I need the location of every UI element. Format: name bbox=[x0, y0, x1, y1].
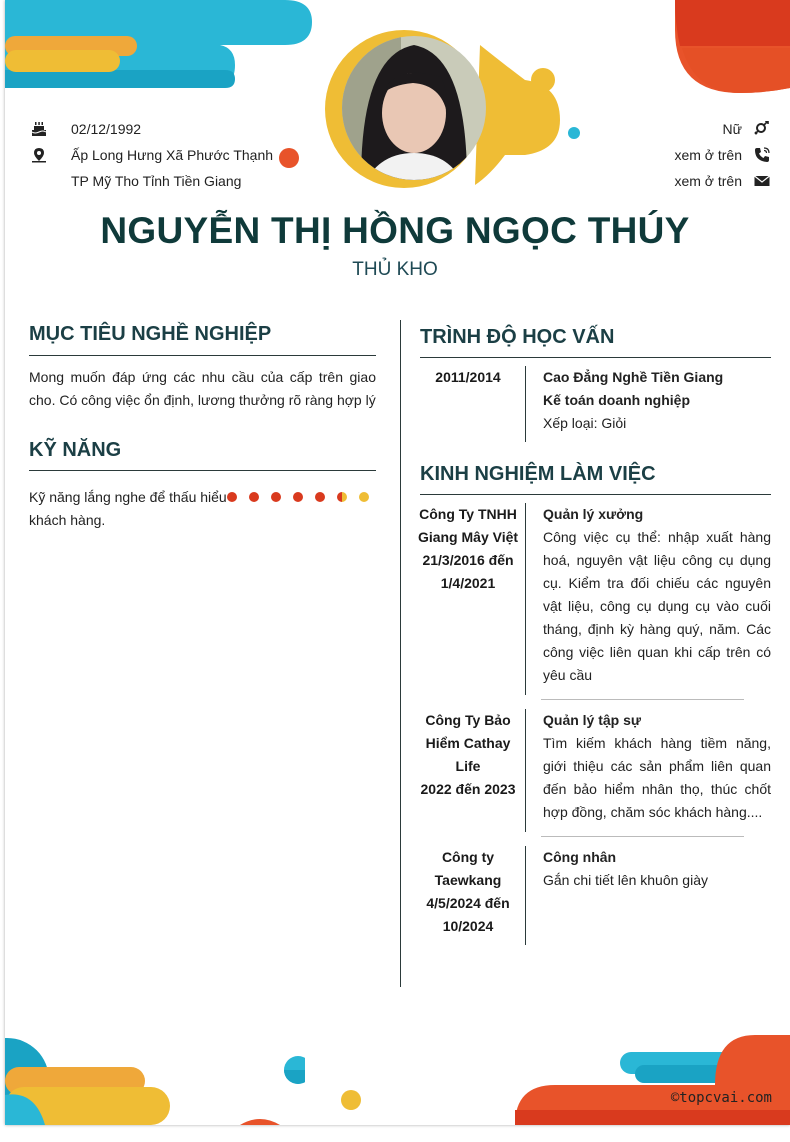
experience-entry-1 bbox=[543, 503, 771, 687]
email-row bbox=[570, 171, 770, 191]
exp3-period-line1: 4/5/2024 đến bbox=[426, 895, 510, 911]
exp1-period-line1: 21/3/2016 đến bbox=[422, 552, 514, 568]
skill-rating-dot bbox=[227, 492, 237, 502]
address-line-1: Ấp Long Hưng Xã Phước Thạnh bbox=[71, 147, 274, 163]
birthday-text: 02/12/1992 bbox=[71, 121, 142, 137]
exp1-desc: Công việc cụ thể: nhập xuất hàng hoá, nguyên vật liệu công cụ dụng cụ. Kiểm tra đối chiếu các nguyên vật liệu, công cụ dụng cụ vào cuối tháng, định kỳ hàng quý, năm. Các công việc liên quan khi cấp trên có yêu cầu bbox=[543, 529, 771, 683]
skill-rating-dot bbox=[293, 492, 303, 502]
exp2-company-line1: Công Ty Bảo bbox=[425, 712, 511, 728]
decor-bottom-left bbox=[5, 1035, 305, 1125]
skill-rating-dot bbox=[271, 492, 281, 502]
exp3-company-line1: Công ty bbox=[441, 849, 495, 865]
exp3-period-line2: 10/2024 bbox=[442, 918, 494, 934]
birthday-cake-icon bbox=[31, 121, 47, 137]
experience-entry-3-left bbox=[413, 846, 523, 938]
objective-heading: MỤC TIÊU NGHỀ NGHIỆP bbox=[29, 323, 272, 345]
phone-text: xem ở trên bbox=[674, 147, 742, 163]
education-major: Kế toán doanh nghiệp bbox=[543, 392, 690, 408]
experience-entry-2 bbox=[543, 709, 771, 824]
education-divider bbox=[420, 357, 771, 358]
address-row-2 bbox=[31, 171, 311, 191]
skill-rating-dot bbox=[337, 492, 347, 502]
exp1-period-line2: 1/4/2021 bbox=[440, 575, 496, 591]
address-line-2: TP Mỹ Tho Tỉnh Tiền Giang bbox=[71, 173, 242, 189]
experience-entry-1-left bbox=[413, 503, 523, 595]
small-yellow-dot bbox=[341, 1090, 361, 1110]
education-school: Cao Đẳng Nghề Tiền Giang bbox=[543, 369, 724, 385]
skills-divider bbox=[29, 470, 376, 471]
exp1-company-line1: Công Ty TNHH bbox=[419, 506, 517, 522]
exp3-role: Công nhân bbox=[543, 849, 617, 865]
decor-top-right bbox=[670, 0, 790, 95]
education-grade: Xếp loại: Giỏi bbox=[543, 415, 627, 431]
skill-rating-dot bbox=[249, 492, 259, 502]
exp2-company-line3: Life bbox=[455, 758, 481, 774]
cv-page bbox=[5, 0, 790, 1125]
watermark: ©topcvai.com bbox=[670, 1090, 772, 1106]
skill-rating-dot bbox=[359, 492, 369, 502]
birthday-row bbox=[31, 119, 291, 139]
avatar bbox=[341, 35, 487, 181]
experience-entry-2-left bbox=[413, 709, 523, 801]
skill-rating-dot bbox=[315, 492, 325, 502]
exp2-period: 2022 đến 2023 bbox=[420, 781, 516, 797]
location-pin-icon bbox=[31, 147, 47, 163]
exp3-desc: Gắn chi tiết lên khuôn giày bbox=[543, 872, 708, 888]
column-divider bbox=[400, 320, 401, 987]
experience-timeline-3 bbox=[525, 846, 526, 945]
skill-name-line-1: Kỹ năng lắng nghe để thấu hiểu bbox=[29, 489, 227, 505]
education-timeline bbox=[525, 366, 526, 442]
gender-row bbox=[570, 119, 770, 139]
decor-top-left bbox=[5, 0, 315, 95]
objective-divider bbox=[29, 355, 376, 356]
experience-timeline-2 bbox=[525, 709, 526, 832]
skills-heading: KỸ NĂNG bbox=[29, 439, 122, 461]
gender-text: Nữ bbox=[722, 121, 742, 137]
experience-separator-2 bbox=[541, 836, 744, 837]
exp3-company-line2: Taewkang bbox=[434, 872, 502, 888]
skill-name-line-2: khách hàng. bbox=[29, 512, 106, 528]
exp2-desc: Tìm kiếm khách hàng tiềm năng, giới thiệu các sản phẩm liên quan đến bảo hiểm nhân thọ, thúc chốt hợp đồng, chăm sóc khách hàng.... bbox=[543, 735, 771, 820]
job-title: THỦ KHO bbox=[352, 259, 438, 280]
education-entry bbox=[543, 366, 771, 435]
address-row bbox=[31, 145, 311, 165]
exp2-role: Quản lý tập sự bbox=[543, 712, 642, 728]
experience-entry-3 bbox=[543, 846, 771, 892]
decor-bottom-right bbox=[515, 1035, 790, 1125]
exp2-company-line2: Hiểm Cathay bbox=[425, 735, 511, 751]
mail-icon bbox=[754, 173, 770, 189]
skill-name bbox=[29, 486, 229, 532]
education-heading: TRÌNH ĐỘ HỌC VẤN bbox=[420, 326, 615, 348]
email-text: xem ở trên bbox=[674, 173, 742, 189]
exp1-role: Quản lý xưởng bbox=[543, 506, 644, 522]
phone-row bbox=[570, 145, 770, 165]
experience-separator-1 bbox=[541, 699, 744, 700]
gender-icon bbox=[754, 121, 770, 137]
experience-divider bbox=[420, 494, 771, 495]
experience-timeline-1 bbox=[525, 503, 526, 695]
experience-heading: KINH NGHIỆM LÀM VIỆC bbox=[420, 463, 656, 485]
phone-icon bbox=[754, 147, 770, 163]
education-period: 2011/2014 bbox=[435, 369, 501, 385]
exp1-company-line2: Giang Mây Việt bbox=[417, 529, 519, 545]
full-name: NGUYỄN THỊ HỒNG NGỌC THÚY bbox=[100, 210, 690, 251]
objective-text: Mong muốn đáp ứng các nhu cầu của cấp trên giao cho. Có công việc ổn định, lương thưởng rõ ràng hợp lý bbox=[29, 369, 376, 408]
